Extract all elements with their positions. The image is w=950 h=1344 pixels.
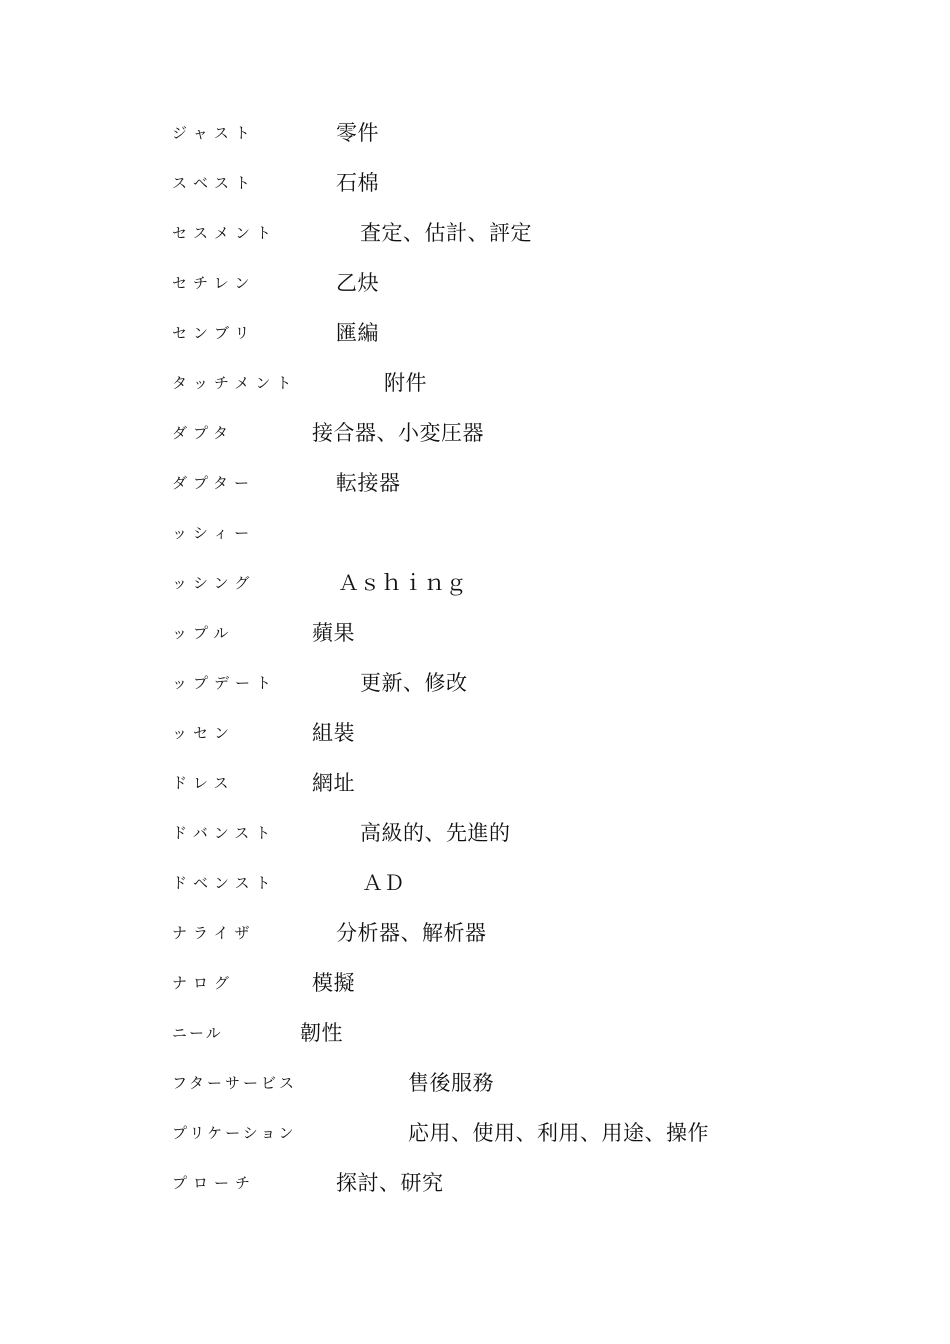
katakana-term: ニール (172, 1024, 223, 1042)
glossary-entry (0, 971, 950, 1011)
katakana-term: ナログ (172, 974, 236, 992)
katakana-term: スベスト (172, 174, 257, 192)
chinese-meaning: Ａｓｈｉｎｇ (338, 571, 467, 595)
glossary-entry (0, 1071, 950, 1111)
katakana-term: ドバンスト (172, 824, 277, 842)
glossary-entry (0, 671, 950, 711)
chinese-meaning: 高級的、先進的 (360, 821, 511, 845)
glossary-entry (0, 471, 950, 511)
chinese-meaning: 蘋果 (312, 621, 355, 645)
katakana-term: ナライザ (172, 924, 256, 942)
chinese-meaning: 乙炔 (336, 271, 379, 295)
chinese-meaning: 網址 (312, 771, 355, 795)
glossary-entry (0, 821, 950, 861)
katakana-term: ッシング (172, 574, 256, 592)
chinese-meaning: 更新、修改 (360, 671, 468, 695)
chinese-meaning: 応用、使用、利用、用途、操作 (408, 1121, 709, 1145)
katakana-term: ダプタ (172, 424, 234, 442)
glossary-entry (0, 521, 950, 561)
katakana-term: タッチメント (172, 374, 298, 392)
katakana-term: ップデート (172, 674, 278, 692)
katakana-term: ドベンスト (172, 874, 277, 892)
chinese-meaning: 附件 (384, 371, 427, 395)
chinese-meaning: 転接器 (336, 471, 401, 495)
chinese-meaning: 石棉 (336, 171, 379, 195)
chinese-meaning: 組裝 (312, 721, 355, 745)
katakana-term: ジャスト (172, 124, 256, 142)
katakana-term: ッシィー (172, 524, 256, 542)
katakana-term: セスメント (172, 224, 278, 242)
chinese-meaning: 零件 (336, 121, 379, 145)
chinese-meaning: 接合器、小変圧器 (312, 421, 484, 445)
glossary-entry (0, 421, 950, 461)
glossary-entry (0, 921, 950, 961)
katakana-term: ダプター (172, 474, 255, 492)
katakana-term: ップル (172, 624, 235, 642)
katakana-term: プリケーション (172, 1124, 297, 1142)
glossary-entry (0, 121, 950, 161)
chinese-meaning: ＡＤ (362, 871, 405, 895)
glossary-entry (0, 271, 950, 311)
glossary-entry (0, 321, 950, 361)
chinese-meaning: 分析器、解析器 (336, 921, 487, 945)
glossary-entry (0, 771, 950, 811)
glossary-entry (0, 871, 950, 911)
glossary-entry (0, 1121, 950, 1161)
chinese-meaning: 査定、估計、評定 (360, 221, 532, 245)
glossary-entry (0, 371, 950, 411)
chinese-meaning: 售後服務 (408, 1071, 494, 1095)
glossary-entry (0, 571, 950, 611)
glossary-entry (0, 1021, 950, 1061)
katakana-term: ドレス (172, 774, 235, 792)
chinese-meaning: 模擬 (312, 971, 355, 995)
chinese-meaning: 探討、研究 (336, 1171, 444, 1195)
katakana-term: ッセン (172, 724, 236, 742)
katakana-term: セチレン (172, 274, 256, 292)
glossary-entry (0, 721, 950, 761)
glossary-entry (0, 621, 950, 661)
katakana-term: フターサービス (172, 1074, 297, 1092)
glossary-entry (0, 221, 950, 261)
chinese-meaning: 匯編 (336, 321, 379, 345)
katakana-term: センブリ (172, 324, 256, 342)
glossary-entry (0, 1171, 950, 1211)
glossary-entry (0, 171, 950, 211)
katakana-term: プローチ (172, 1174, 257, 1192)
chinese-meaning: 韌性 (300, 1021, 343, 1045)
